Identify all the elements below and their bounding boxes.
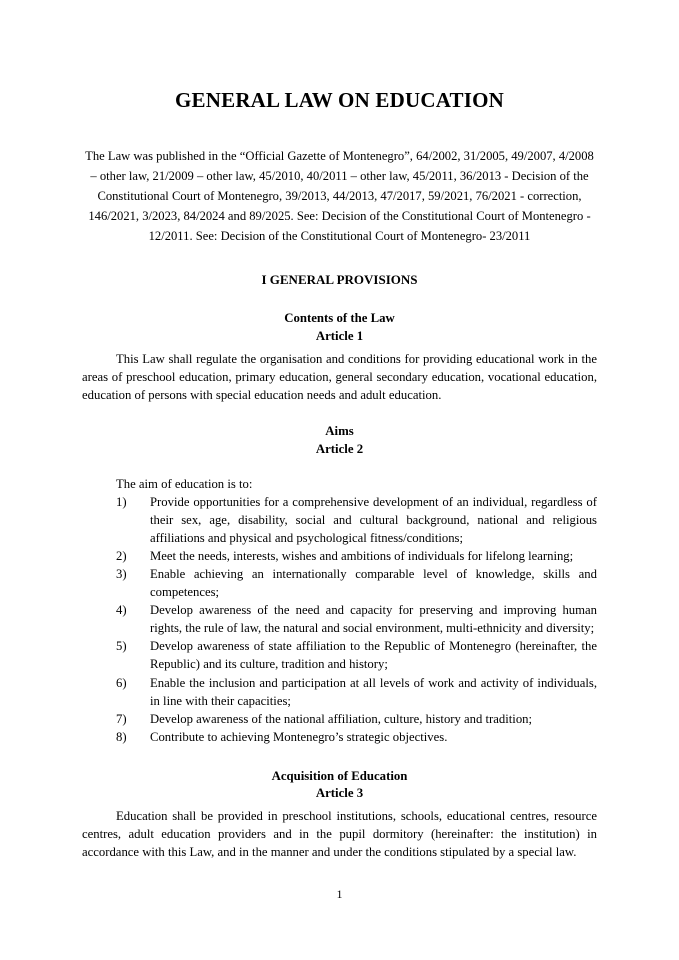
list-item-number: 3) xyxy=(116,567,127,582)
list-item-text: Develop awareness of state affiliation to the Republic of Montenegro (hereinafter, the Republic) and its culture, tradition and history; xyxy=(150,639,597,672)
list-item xyxy=(82,601,597,637)
list-item xyxy=(82,674,597,710)
list-item-text: Provide opportunities for a comprehensive development of an individual, regardless of their sex, age, disability, social and cultural background, national and religious affiliations and physical and psychological fitness/conditions; xyxy=(150,495,597,546)
list-item-text: Meet the needs, interests, wishes and ambitions of individuals for lifelong learning; xyxy=(150,549,574,564)
section-aims xyxy=(82,423,597,746)
list-item xyxy=(82,493,597,547)
list-item-number: 2) xyxy=(116,549,127,564)
section-heading: Contents of the Law xyxy=(284,311,395,326)
section-body: This Law shall regulate the organisation and conditions for providing educational work in the areas of preschool education, primary education, general secondary education, vocational education, education of persons with special education needs and adult education. xyxy=(82,351,597,402)
section-intro: The aim of education is to: xyxy=(116,477,253,492)
list-item-text: Enable achieving an internationally comparable level of knowledge, skills and competences; xyxy=(150,567,597,600)
list-item xyxy=(82,710,597,728)
list-item-number: 7) xyxy=(116,711,127,726)
list-item xyxy=(82,637,597,673)
list-item-text: Enable the inclusion and participation at all levels of work and activity of individuals, in line with their capacities; xyxy=(150,675,597,708)
section-heading: Aims xyxy=(325,423,354,438)
section-body: Education shall be provided in preschool institutions, schools, educational centres, resource centres, adult education providers and in the pupil dormitory (hereinafter: the institution) in accordance with this Law, and in the manner and under the conditions stipulated by a special law. xyxy=(82,808,597,860)
list-item xyxy=(82,728,597,746)
section-acquisition-of-education xyxy=(82,768,597,861)
list-item-text: Develop awareness of the need and capacity for preserving and improving human rights, the rule of law, the natural and social environment, multi-ethnicity and diversity; xyxy=(150,603,597,636)
list-item-text: Develop awareness of the national affiliation, culture, history and tradition; xyxy=(150,711,533,726)
section-contents-of-the-law xyxy=(82,310,597,403)
list-item xyxy=(82,547,597,565)
list-item-number: 1) xyxy=(116,495,127,510)
list-item-number: 6) xyxy=(116,675,127,690)
list-item xyxy=(82,565,597,601)
section-heading: Acquisition of Education xyxy=(271,768,408,783)
article-label: Article 2 xyxy=(315,441,364,456)
list-item-number: 4) xyxy=(116,603,127,618)
article-label: Article 1 xyxy=(315,329,364,344)
list-item-number: 8) xyxy=(116,729,127,744)
article-label: Article 3 xyxy=(315,786,364,801)
part-heading: I GENERAL PROVISIONS xyxy=(261,272,418,288)
page-number: 1 xyxy=(336,887,343,901)
page-title: GENERAL LAW ON EDUCATION xyxy=(175,88,504,112)
list-item-text: Contribute to achieving Montenegro’s strategic objectives. xyxy=(150,729,448,744)
list-item-number: 5) xyxy=(116,639,127,654)
publication-note: The Law was published in the “Official Gazette of Montenegro”, 64/2002, 31/2005, 49/2007, 4/2008 – other law, 21/2009 – other law, 45/2010, 40/2011 – other law, 45/2011, 36/2013 - Decision of the Constitutional Court of Montenegro, 39/2013, 44/2013, 47/2017, 59/2021, 76/2021 - correction, 146/2021, 3/2023, 84/2024 and 89/2025. See: Decision of the Constitutional Court of Montenegro - 12/2011. See: Decision of the Constitutional Court of Montenegro- 23/2011 xyxy=(85,149,594,243)
